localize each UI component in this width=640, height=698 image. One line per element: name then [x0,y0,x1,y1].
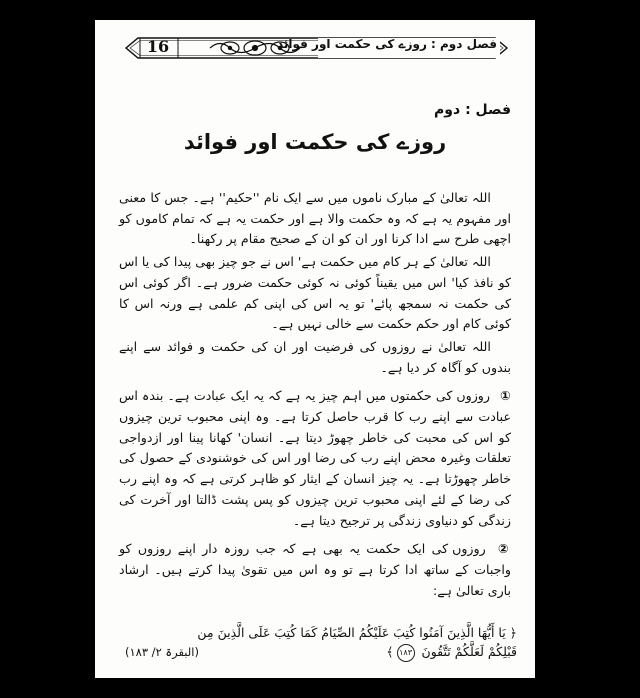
ayah-number-icon: ١٨٣ [397,644,415,662]
paragraph: اللہ تعالیٰ کے مبارک ناموں میں سے ایک نام ''حکیم'' ہے۔ جس کا معنی اور مفہوم یہ ہے کہ وہ حکمت والا ہے اور حکمت یہ ہے کہ تمام کاموں کو اچھی طرح سے ادا کرنا اور ان کو ان کے صحیح مقام پر رکھنا۔ [119,190,511,247]
paragraph: اللہ تعالیٰ کے ہر کام میں حکمت ہے' اس نے جو چیز بھی پیدا کی یا اس کو نافذ کیا' اس میں یقیناً کوئی نہ کوئی حکمت ضرور ہے۔ اگر کوئی اس کی حکمت نہ سمجھ پائے' تو یہ اس کی اپنی کم علمی ہے ورنہ اس کا کوئی کام اور حکم حکمت سے خالی نہیں ہے۔ [119,254,511,332]
page-header [120,35,513,61]
page-body [119,188,511,603]
paragraph: اللہ تعالیٰ نے روزوں کی فرضیت اور ان کی حکمت و فوائد سے اپنے بندوں کو آگاہ کر دیا ہے۔ [119,338,511,375]
numbered-point [119,539,511,601]
point-text: روزوں کی حکمتوں میں اہم چیز یہ ہے کہ یہ ایک عبادت ہے۔ بندہ اس عبادت سے اپنے رب کا قرب حاصل کرتا ہے۔ وہ اپنی محبوب ترین چیزوں کو اس کی محبت کی خاطر چھوڑ دیتا ہے۔ انسان' کھانا پینا اور ازدواجی تعلقات وغیرہ محض اپنے رب کی رضا اور اس کی خوشنودی کے حصول کی خاطر چھوڑتا ہے۔ یہ چیز انسان کے ایثار کو ظاہر کرتی ہے کہ وہ اپنے رب کی رضا کے لئے اپنی محبوب ترین چیزوں کو پس پشت ڈالتا اور آخرت کی زندگی کو دنیاوی زندگی پر ترجیح دیتا ہے۔ [119,388,511,528]
point-number-icon: ① [500,388,511,404]
point-text: روزوں کی ایک حکمت یہ بھی ہے کہ جب روزہ دار اپنے روزوں کو واجبات کے ساتھ ادا کرتا ہے تو وہ اس میں تقویٰ پیدا کرتے ہیں۔ ارشاد باری تعالیٰ ہے: [119,541,511,598]
chapter-label: فصل : دوم [434,102,511,118]
running-title: فصل دوم : روزے کی حکمت اور فوائد [276,37,497,51]
chapter-title: روزے کی حکمت اور فوائد [183,130,447,154]
verse-reference: (البقرۃ ۲/ ۱۸۳) [125,644,199,659]
page-number: 16 [146,37,170,56]
verse-text: قَبْلِكُمْ لَعَلَّكُمْ تَتَّقُونَ [421,644,517,659]
verse-line: ﴿ يَا أَيُّهَا الَّذِينَ آمَنُوا كُتِبَ عَلَيْكُمُ الصِّيَامُ كَمَا كُتِبَ عَلَى الَّذِينَ مِن [197,625,517,640]
book-page [95,20,535,678]
quran-verse [115,623,517,662]
numbered-point [119,386,511,531]
verse-line: قَبْلِكُمْ لَعَلَّكُمْ تَتَّقُونَ ١٨٣﴾ [115,642,517,662]
point-number-icon: ② [498,541,511,557]
